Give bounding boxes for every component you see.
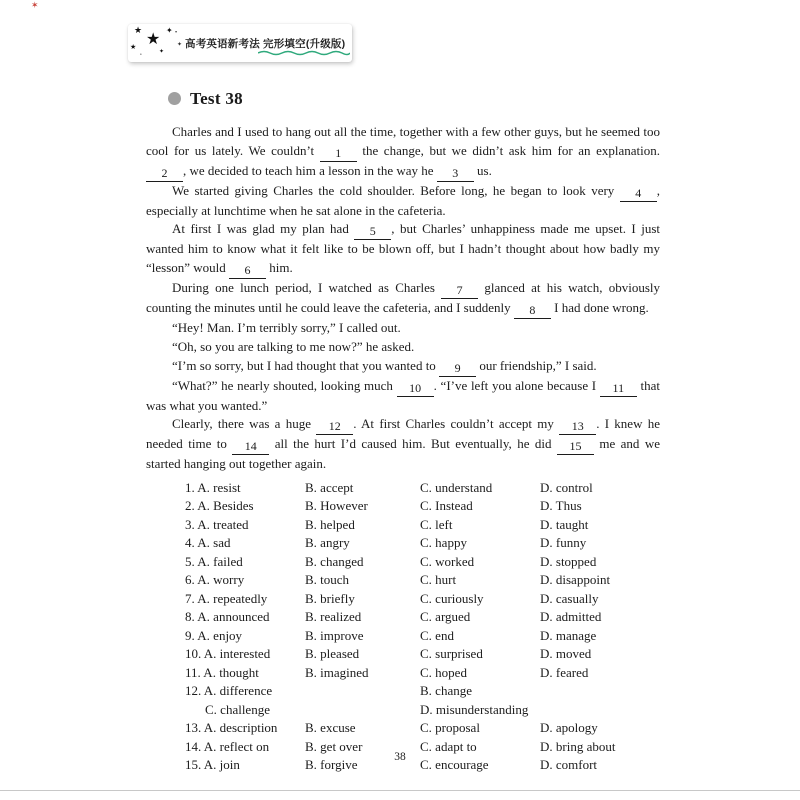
stars-decoration-icon: [128, 24, 184, 62]
option-cell: 5. A. failed: [185, 553, 243, 569]
options-list: [185, 479, 660, 775]
option-cell: 1. A. resist: [185, 479, 241, 495]
option-cell: 10. A. interested: [185, 646, 271, 662]
cloze-blank-3: 3: [437, 166, 474, 182]
option-cell: 6. A. worry: [185, 572, 245, 588]
dot-icon: •: [175, 30, 178, 36]
option-cell: B. get over: [305, 738, 363, 754]
option-cell: C. left: [420, 516, 453, 532]
chapter-header: [128, 24, 352, 62]
cloze-blank-2: 2: [146, 166, 183, 182]
option-cell: D. stopped: [540, 553, 597, 569]
cloze-blank-7: 7: [441, 283, 478, 299]
option-cell: 13. A. description: [185, 720, 278, 736]
option-cell: B. accept: [305, 479, 354, 495]
option-cell: D. funny: [540, 535, 587, 551]
option-cell: D. disappoint: [540, 572, 611, 588]
cloze-blank-1: 1: [320, 146, 357, 162]
option-cell: D. bring about: [540, 738, 616, 754]
passage-paragraph: “Oh, so you are talking to me now?” he asked.: [172, 338, 415, 354]
dot-icon: •: [140, 53, 142, 58]
option-cell: D. manage: [540, 627, 597, 643]
passage-paragraph: At first I was glad my plan had 5 , but Charles’ unhappiness made me upset. I just wanted him to know what it felt like to be blown off, but I hadn’t thought about how badly my “lesson” would 6 him.: [146, 221, 660, 278]
option-cell: C. happy: [420, 535, 467, 551]
option-cell: 8. A. announced: [185, 609, 270, 625]
option-cell: 7. A. repeatedly: [185, 590, 268, 606]
option-cell: B. improve: [305, 627, 364, 643]
cloze-blank-9: 9: [439, 361, 476, 377]
option-cell: C. challenge: [205, 701, 270, 717]
option-cell: B. touch: [305, 572, 350, 588]
passage-paragraph: “Hey! Man. I’m terribly sorry,” I called out.: [172, 320, 401, 336]
option-cell: C. encourage: [420, 757, 489, 773]
option-cell: D. Thus: [540, 498, 582, 514]
option-cell: C. end: [420, 627, 454, 643]
option-cell: B. However: [305, 498, 368, 514]
option-cell: C. hoped: [420, 664, 467, 680]
option-cell: C. adapt to: [420, 738, 477, 754]
cloze-blank-5: 5: [354, 224, 391, 240]
cloze-blank-11: 11: [600, 381, 637, 397]
option-line: [185, 682, 660, 701]
book-title: [185, 36, 345, 51]
passage-paragraph: “I’m so sorry, but I had thought that you wanted to 9 our friendship,” I said.: [172, 357, 597, 375]
option-line: [185, 608, 660, 627]
cloze-blank-4: 4: [620, 186, 657, 202]
option-cell: D. feared: [540, 664, 589, 680]
cloze-blank-10: 10: [397, 381, 434, 397]
option-cell: D. misunderstanding: [420, 701, 529, 717]
option-cell: C. argued: [420, 609, 471, 625]
option-line: [185, 534, 660, 553]
option-cell: B. helped: [305, 516, 355, 532]
option-cell: 2. A. Besides: [185, 498, 254, 514]
option-cell: 14. A. reflect on: [185, 738, 270, 754]
test-title: Test 38: [190, 89, 243, 108]
option-line: [185, 571, 660, 590]
passage-paragraph: “What?” he nearly shouted, looking much 10 . “I’ve left you alone because I 11 that was what you wanted.”: [146, 377, 660, 413]
test-heading: [168, 84, 660, 111]
option-cell: 4. A. sad: [185, 535, 231, 551]
sparkle-icon: ✦: [177, 42, 183, 48]
option-line: [185, 719, 660, 738]
option-cell: D. comfort: [540, 757, 598, 773]
option-cell: 11. A. thought: [185, 664, 259, 680]
option-line: [185, 590, 660, 609]
option-cell: B. excuse: [305, 720, 356, 736]
option-cell: D. casually: [540, 590, 599, 606]
red-corner-mark: ✶: [31, 0, 39, 10]
option-line: [185, 516, 660, 535]
option-cell: C. Instead: [420, 498, 473, 514]
option-cell: D. moved: [540, 646, 592, 662]
option-cell: B. imagined: [305, 664, 369, 680]
content-area: [146, 84, 660, 775]
option-line: [185, 701, 660, 720]
series-title: 高考英语新考法: [185, 38, 260, 50]
option-line: [185, 664, 660, 683]
star-icon: ★: [134, 25, 143, 35]
option-cell: B. changed: [305, 553, 364, 569]
book-subtitle: 完形填空(升级版): [263, 38, 346, 50]
sparkle-icon: ✦: [159, 49, 165, 55]
cloze-blank-15: 15: [557, 439, 594, 455]
option-cell: B. pleased: [305, 646, 360, 662]
page-number: 38: [394, 751, 406, 763]
option-cell: 3. A. treated: [185, 516, 249, 532]
option-cell: B. realized: [305, 609, 362, 625]
option-cell: 12. A. difference: [185, 683, 273, 699]
cloze-blank-12: 12: [316, 419, 353, 435]
option-cell: D. control: [540, 479, 593, 495]
option-line: [185, 627, 660, 646]
option-cell: B. change: [420, 683, 472, 699]
option-cell: C. understand: [420, 479, 493, 495]
star-icon: ★: [146, 31, 161, 48]
option-cell: 15. A. join: [185, 757, 240, 773]
option-cell: B. forgive: [305, 757, 358, 773]
option-line: [185, 645, 660, 664]
option-cell: C. hurt: [420, 572, 457, 588]
passage-paragraph: Charles and I used to hang out all the time, together with a few other guys, but he seemed too cool for us lately. We couldn’t 1 the change, but we didn’t ask him for an explanation. 2 , we decided to teach him a lesson in the way he 3 us.: [146, 124, 661, 180]
cloze-blank-13: 13: [559, 419, 596, 435]
page-edge-line: [0, 790, 800, 791]
star-icon: ★: [130, 43, 137, 51]
option-cell: B. angry: [305, 535, 350, 551]
sparkle-icon: ✦: [166, 26, 173, 35]
option-cell: D. admitted: [540, 609, 602, 625]
option-cell: B. briefly: [305, 590, 355, 606]
option-cell: C. worked: [420, 553, 475, 569]
heading-bullet-icon: [168, 92, 181, 105]
option-cell: C. proposal: [420, 720, 480, 736]
passage-paragraph: Clearly, there was a huge 12 . At first Charles couldn’t accept my 13 . I knew he needed time to 14 all the hurt I’d caused him. But eventually, he did 15 me and we started hanging out together again.: [146, 416, 661, 472]
cloze-blank-6: 6: [229, 263, 266, 279]
option-cell: D. taught: [540, 516, 589, 532]
option-cell: 9. A. enjoy: [185, 627, 243, 643]
option-cell: C. curiously: [420, 590, 484, 606]
option-line: [185, 497, 660, 516]
option-cell: C. surprised: [420, 646, 483, 662]
passage-paragraph: During one lunch period, I watched as Charles 7 glanced at his watch, obviously counting the minutes until he could leave the cafeteria, and I suddenly 8 I had done wrong.: [146, 280, 660, 318]
option-cell: D. apology: [540, 720, 598, 736]
title-underline-wave-icon: [258, 50, 350, 56]
option-line: [185, 553, 660, 572]
passage-paragraph: We started giving Charles the cold shoulder. Before long, he began to look very 4 , especially at lunchtime when he sat alone in the cafeteria.: [146, 182, 660, 218]
option-line: [185, 479, 660, 498]
cloze-blank-8: 8: [514, 303, 551, 319]
cloze-blank-14: 14: [232, 439, 269, 455]
passage: [146, 123, 660, 474]
